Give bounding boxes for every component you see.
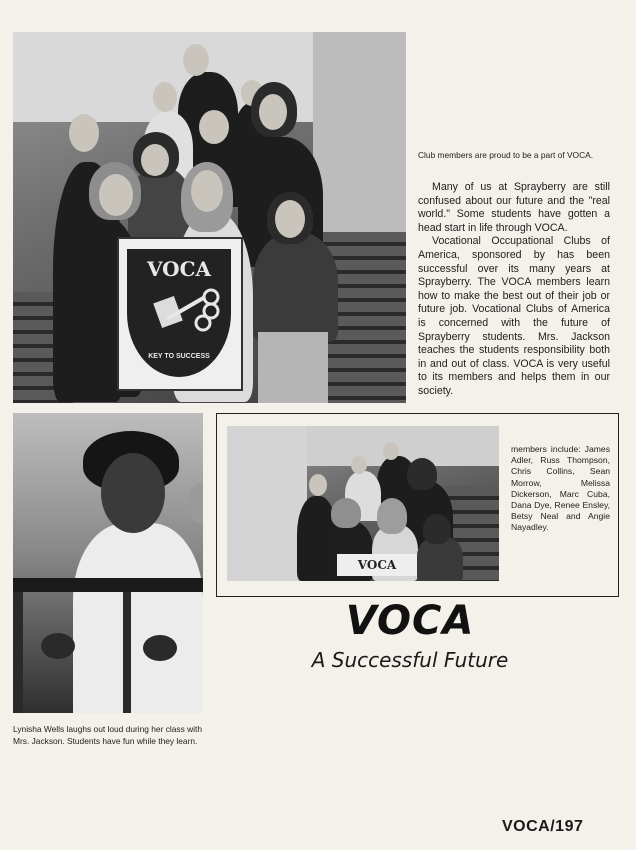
banner-title: VOCA bbox=[146, 257, 212, 281]
members-box bbox=[216, 413, 619, 597]
small-group-photo bbox=[227, 426, 499, 581]
banner-motto: KEY TO SUCCESS bbox=[148, 353, 210, 360]
shield-emblem bbox=[127, 249, 231, 377]
laughing-student-photo bbox=[13, 413, 203, 713]
article-body bbox=[418, 181, 610, 399]
page-subhead: A Successful Future bbox=[311, 648, 509, 672]
laugh-photo-caption: Lynisha Wells laughs out loud during her class with Mrs. Jackson. Students have fun while they learn. bbox=[13, 724, 203, 746]
body-paragraph-2: Vocational Occupational Clubs of America, sponsored by has been successful over its many years at Sprayberry. The VOCA members learn how to make the best out of their job or future job. Vocational Clubs of America is concerned with the future of Sprayberry students. Mrs. Jackson teaches the students responsibility both in and out of class. VOCA is very useful to its members and helps them in our society. bbox=[418, 235, 610, 397]
body-paragraph-1: Many of us at Sprayberry are still confused about our future and the "real world." Some students have gotten a head start in life through VOCA. bbox=[418, 181, 610, 234]
small-voca-banner bbox=[337, 554, 417, 576]
page-folio: VOCA/197 bbox=[502, 818, 584, 835]
members-list: members include: James Adler, Russ Thompson, Chris Collins, Sean Morrow, Melissa Dickerson, Marc Cuba, Dana Dye, Renee Ensley, Betsy Neal and Angie Nayadley. bbox=[511, 444, 610, 533]
voca-banner bbox=[117, 237, 243, 391]
group-photo-stairs bbox=[13, 32, 406, 403]
small-banner-title: VOCA bbox=[357, 558, 397, 572]
page-headline: VOCA bbox=[345, 598, 475, 644]
main-photo-caption: Club members are proud to be a part of VOCA. bbox=[418, 150, 594, 160]
